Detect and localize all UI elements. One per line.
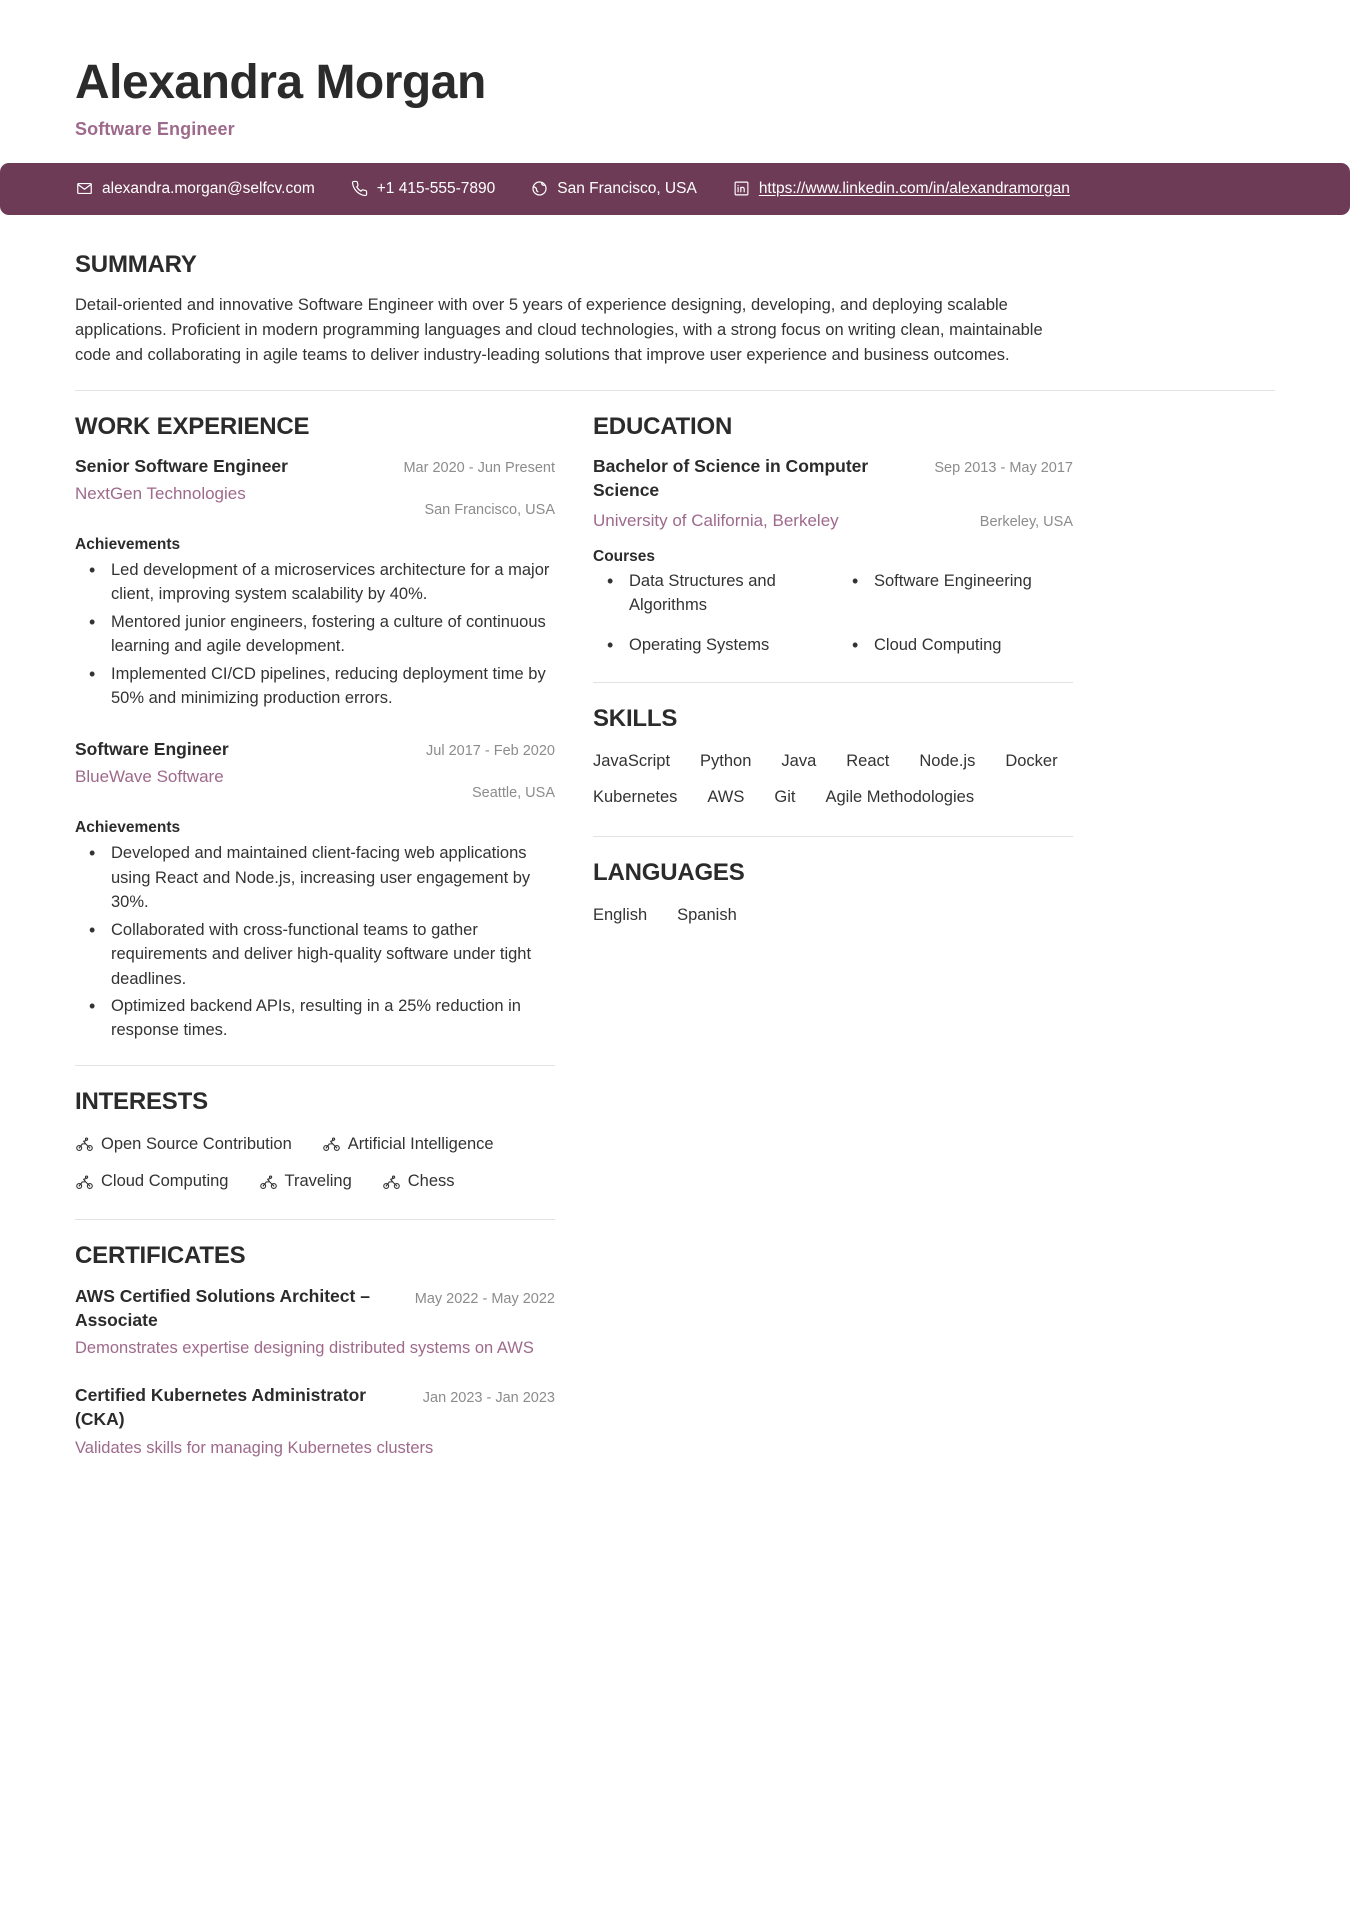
interest-item-label: Chess [407, 1172, 455, 1191]
contact-location-label: San Francisco, USA [557, 179, 697, 197]
list-item: • Mentored junior engineers, fostering a culture of continuous learning and agile development. [81, 610, 555, 659]
skill-item: Node.js [919, 752, 976, 771]
work-entry [75, 455, 555, 710]
contact-linkedin-link[interactable]: https://www.linkedin.com/in/alexandramorgan [758, 179, 1070, 197]
interest-item-label: Traveling [284, 1172, 352, 1191]
bicycle-icon [75, 1173, 94, 1192]
envelope-icon [76, 180, 93, 197]
education-entry [593, 455, 1073, 658]
interest-item-label: Artificial Intelligence [347, 1134, 494, 1153]
work-entry-role: Senior Software Engineer [75, 455, 288, 476]
certificate-description: Validates skills for managing Kubernetes clusters [75, 1438, 434, 1457]
languages-title: LANGUAGES [593, 858, 745, 886]
skills-section [593, 705, 1073, 812]
page-title: Alexandra Morgan [75, 56, 486, 109]
interest-item [382, 1167, 455, 1197]
work-experience-section [75, 413, 555, 1043]
work-entry-date: Jul 2017 - Feb 2020 [426, 743, 555, 760]
work-entry-date: Mar 2020 - Jun Present [403, 459, 555, 476]
summary-section [75, 215, 1275, 368]
list-item: • Collaborated with cross-functional teams to gather requirements and deliver high-quality software under tight deadlines. [81, 918, 555, 991]
summary-title: SUMMARY [75, 250, 197, 278]
list-item: • Operating Systems [599, 634, 828, 658]
education-section [593, 413, 1073, 658]
education-location: Berkeley, USA [979, 514, 1073, 531]
contact-phone-label: +1 415-555-7890 [376, 179, 496, 197]
list-item: • Cloud Computing [844, 634, 1073, 658]
work-entry-location: Seattle, USA [471, 785, 555, 802]
achievements-label: Achievements [75, 819, 181, 837]
work-experience-title: WORK EXPERIENCE [75, 412, 310, 440]
education-date: Sep 2013 - May 2017 [934, 459, 1073, 476]
work-entry-location: San Francisco, USA [424, 502, 555, 518]
achievements-list [81, 558, 555, 710]
interest-item-label: Cloud Computing [101, 1172, 229, 1191]
section-divider [75, 390, 1275, 391]
contact-email-label: alexandra.morgan@selfcv.com [102, 179, 315, 197]
bicycle-icon [259, 1173, 278, 1192]
contact-phone[interactable] [333, 180, 514, 198]
section-divider [75, 1065, 555, 1066]
list-item: • Implemented CI/CD pipelines, reducing deployment time by 50% and minimizing production errors. [81, 662, 555, 711]
summary-text: Detail-oriented and innovative Software Engineer with over 5 years of experience designing, developing, and deploying scalable applications. Proficient in modern programming languages and cloud technologies, with a strong focus on writing clean, maintainable code and collaborating in agile teams to deliver industry-leading solutions that improve user experience and business outcomes. [75, 295, 1043, 364]
globe-icon [531, 180, 548, 197]
interests-title: INTERESTS [75, 1087, 208, 1115]
skill-item: JavaScript [593, 752, 671, 771]
certificates-section [75, 1242, 555, 1460]
list-item: • Data Structures and Algorithms [599, 570, 828, 618]
skills-list [593, 747, 1073, 812]
work-entry-organization: NextGen Technologies [75, 483, 246, 503]
contact-email[interactable] [24, 180, 333, 198]
courses-list [599, 570, 1073, 658]
education-degree: Bachelor of Science in Computer Science [593, 455, 869, 500]
certificate-date: May 2022 - May 2022 [414, 1291, 555, 1308]
contact-location [513, 180, 715, 198]
language-item: English [593, 905, 648, 924]
skill-item: Kubernetes [593, 787, 678, 806]
interest-item [75, 1167, 229, 1197]
section-divider [593, 682, 1073, 683]
certificate-name: AWS Certified Solutions Architect – Associate [75, 1286, 370, 1331]
list-item: • Developed and maintained client-facing web applications using React and Node.js, increasing user engagement by 30%. [81, 841, 555, 914]
interest-item [322, 1130, 494, 1160]
certificate-entry [75, 1383, 555, 1460]
bicycle-icon [322, 1135, 341, 1154]
contact-bar [0, 163, 1350, 215]
certificate-description: Demonstrates expertise designing distributed systems on AWS [75, 1339, 534, 1358]
education-institution: University of California, Berkeley [593, 511, 839, 531]
interests-section [75, 1088, 555, 1197]
skill-item: React [846, 752, 890, 771]
skill-item: Agile Methodologies [825, 787, 975, 806]
work-entry [75, 738, 555, 1042]
resume-header [0, 0, 1350, 140]
list-item: • Optimized backend APIs, resulting in a 25% reduction in response times. [81, 994, 555, 1043]
left-column [75, 413, 555, 1483]
right-column [593, 413, 1073, 930]
skill-item: Git [774, 787, 796, 806]
skill-item: Java [781, 752, 817, 771]
achievements-list [81, 841, 555, 1042]
two-column-body [75, 413, 1275, 1483]
bicycle-icon [75, 1135, 94, 1154]
interest-item [259, 1167, 352, 1197]
skills-title: SKILLS [593, 705, 678, 733]
skill-item: AWS [707, 787, 745, 806]
languages-list [593, 901, 1073, 930]
entry-spacer [75, 718, 555, 738]
skill-item: Python [700, 752, 752, 771]
education-title: EDUCATION [593, 412, 733, 440]
interest-item-label: Open Source Contribution [101, 1134, 292, 1153]
achievements-label: Achievements [75, 536, 181, 554]
skill-item: Docker [1005, 752, 1058, 771]
section-divider [593, 836, 1073, 837]
list-item: • Led development of a microservices architecture for a major client, improving system scalability by 40%. [81, 558, 555, 607]
interest-item [75, 1130, 292, 1160]
bicycle-icon [382, 1173, 401, 1192]
interests-list [75, 1130, 555, 1197]
certificates-title: CERTIFICATES [75, 1242, 246, 1270]
certificate-name: Certified Kubernetes Administrator (CKA) [75, 1385, 367, 1430]
phone-icon [351, 180, 368, 197]
courses-label: Courses [593, 548, 656, 566]
work-entry-organization: BlueWave Software [75, 767, 224, 787]
linkedin-icon [733, 180, 750, 197]
languages-section [593, 859, 1073, 930]
job-title-subtitle: Software Engineer [75, 118, 235, 139]
language-item: Spanish [677, 905, 737, 924]
certificate-date: Jan 2023 - Jan 2023 [422, 1390, 555, 1407]
certificate-entry [75, 1284, 555, 1361]
work-entry-role: Software Engineer [75, 739, 229, 760]
contact-linkedin[interactable] [715, 180, 1088, 198]
section-divider [75, 1219, 555, 1220]
list-item: • Software Engineering [844, 570, 1073, 618]
